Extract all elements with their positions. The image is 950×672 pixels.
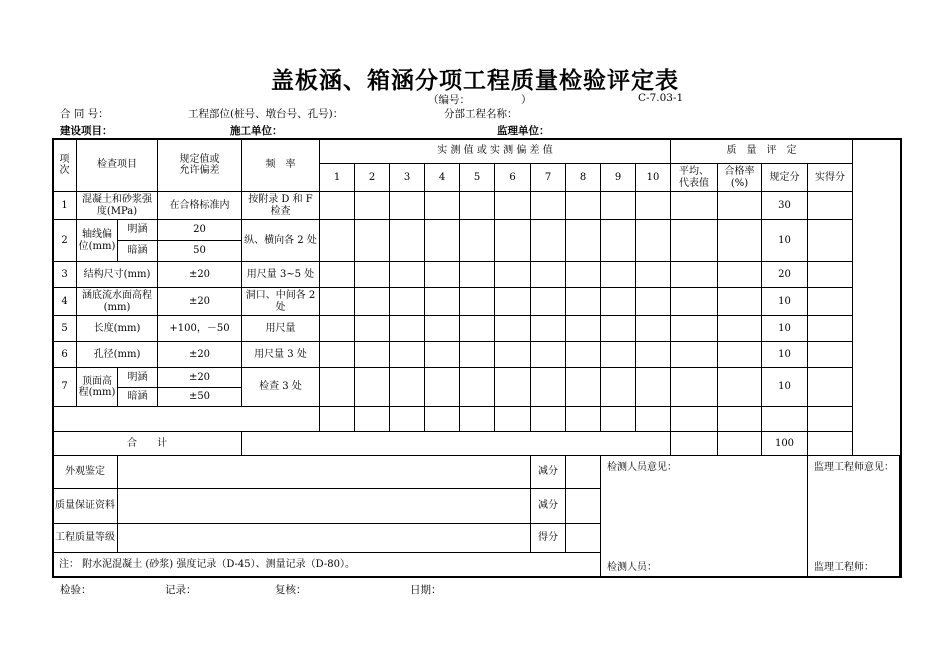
measure-cell[interactable] xyxy=(390,220,425,262)
appearance-row xyxy=(53,456,900,489)
measure-cell[interactable] xyxy=(390,368,425,407)
measure-cell[interactable] xyxy=(601,288,636,316)
table-row xyxy=(53,220,900,241)
header-check-item: 检查项目 xyxy=(77,139,158,192)
inspector-signature-label: 检测人员： xyxy=(607,561,657,573)
header-num-4: 4 xyxy=(425,164,460,192)
header-num-8: 8 xyxy=(566,164,601,192)
footer-review-label: 复核： xyxy=(275,584,307,596)
measure-cell[interactable] xyxy=(355,288,390,316)
row-subitem: 明涵 xyxy=(118,220,158,241)
pass-rate-cell[interactable] xyxy=(718,432,762,456)
row-item: 顶面高程(mm) xyxy=(77,368,118,407)
measure-cell[interactable] xyxy=(636,192,671,220)
appearance-label: 外观鉴定 xyxy=(53,456,118,489)
row-item: 混凝土和砂浆强度(MPa) xyxy=(77,192,158,220)
header-quality: 质 量 评 定 xyxy=(671,139,853,164)
measure-cell[interactable] xyxy=(460,288,495,316)
header-measured: 实 测 值 或 实 测 偏 差 值 xyxy=(320,139,671,164)
code-label: （编号： xyxy=(428,94,470,106)
row-frequency: 纵、横向各 2 处 xyxy=(242,220,320,262)
measure-cell[interactable] xyxy=(425,342,460,368)
row-spec: 20 xyxy=(158,220,242,241)
row-no: 6 xyxy=(53,342,77,368)
measure-cell[interactable] xyxy=(636,262,671,288)
header-pass-rate: 合格率 (%) xyxy=(718,164,762,192)
table-row xyxy=(53,192,900,220)
measure-cell[interactable] xyxy=(390,342,425,368)
header-item-no: 项 次 xyxy=(53,139,77,192)
total-label: 合 计 xyxy=(53,432,242,456)
supervisor-opinion-cell[interactable] xyxy=(808,456,900,577)
avg-cell[interactable] xyxy=(671,288,718,316)
avg-cell[interactable] xyxy=(671,192,718,220)
real-score-cell[interactable] xyxy=(808,342,853,368)
measure-cell[interactable] xyxy=(531,316,566,342)
measure-cell[interactable] xyxy=(355,220,390,262)
footer-record-label: 记录： xyxy=(165,584,197,596)
real-score-cell[interactable] xyxy=(808,407,853,432)
real-score-cell[interactable] xyxy=(808,368,853,407)
measure-cell[interactable] xyxy=(460,368,495,407)
total-score: 100 xyxy=(762,432,808,456)
row-subitem: 明涵 xyxy=(118,368,158,388)
header-frequency: 频 率 xyxy=(242,139,320,192)
row-subitem: 暗涵 xyxy=(118,241,158,262)
avg-cell[interactable] xyxy=(671,342,718,368)
row-no: 4 xyxy=(53,288,77,316)
avg-cell[interactable] xyxy=(671,432,718,456)
measure-cell[interactable] xyxy=(425,262,460,288)
measure-cell[interactable] xyxy=(320,288,355,316)
row-item: 孔径(mm) xyxy=(77,342,158,368)
row-frequency: 检查 3 处 xyxy=(242,368,320,407)
row-spec: +100，－50 xyxy=(158,316,242,342)
measure-cell[interactable] xyxy=(601,342,636,368)
row-spec: ±50 xyxy=(158,388,242,407)
header-num-2: 2 xyxy=(355,164,390,192)
pass-rate-cell[interactable] xyxy=(718,288,762,316)
real-score-cell[interactable] xyxy=(808,288,853,316)
measure-cell[interactable] xyxy=(636,220,671,262)
measure-cell[interactable] xyxy=(355,368,390,407)
deduct-value[interactable] xyxy=(566,456,601,489)
inspector-opinion-label: 检测人员意见： xyxy=(607,462,677,473)
measure-cell[interactable] xyxy=(636,288,671,316)
row-no: 2 xyxy=(53,220,77,262)
table-row xyxy=(53,407,900,432)
row-no: 7 xyxy=(53,368,77,407)
header-real-score: 实得分 xyxy=(808,164,853,192)
header-num-5: 5 xyxy=(460,164,495,192)
total-row xyxy=(53,432,900,456)
deduct-label: 减分 xyxy=(531,489,566,524)
measure-cell[interactable] xyxy=(355,342,390,368)
measure-cell[interactable] xyxy=(495,368,531,407)
location-label: 工程部位(桩号、墩台号、孔号)： xyxy=(188,108,344,120)
row-std-score: 10 xyxy=(762,368,808,407)
measure-cell[interactable] xyxy=(425,368,460,407)
deduct-value[interactable] xyxy=(566,489,601,524)
row-item: 结构尺寸(mm) xyxy=(77,262,158,288)
header-num-7: 7 xyxy=(531,164,566,192)
sub-project-label: 分部工程名称： xyxy=(444,108,518,120)
row-item: 长度(mm) xyxy=(77,316,158,342)
inspection-table xyxy=(52,138,900,577)
row-item: 轴线偏位(mm) xyxy=(77,220,118,262)
real-score-cell[interactable] xyxy=(808,316,853,342)
contract-no-label: 合 同 号： xyxy=(60,108,109,120)
pass-rate-cell[interactable] xyxy=(718,407,762,432)
measure-cell[interactable] xyxy=(566,220,601,262)
header-num-10: 10 xyxy=(636,164,671,192)
page-title: 盖板涵、箱涵分项工程质量检验评定表 xyxy=(271,67,679,94)
measure-cell[interactable] xyxy=(495,220,531,262)
measure-cell[interactable] xyxy=(495,192,531,220)
measure-cell[interactable] xyxy=(320,368,355,407)
row-spec: ±20 xyxy=(158,342,242,368)
row-frequency: 按附录 D 和 F 检查 xyxy=(242,192,320,220)
measure-cell[interactable] xyxy=(531,407,566,432)
header-num-6: 6 xyxy=(495,164,531,192)
row-spec: ±20 xyxy=(158,262,242,288)
row-spec: 50 xyxy=(158,241,242,262)
pass-rate-cell[interactable] xyxy=(718,262,762,288)
row-spec: 在合格标准内 xyxy=(158,192,242,220)
row-std-score: 30 xyxy=(762,192,808,220)
row-no: 3 xyxy=(53,262,77,288)
measure-cell[interactable] xyxy=(495,316,531,342)
header-num-1: 1 xyxy=(320,164,355,192)
measure-cell[interactable] xyxy=(495,407,531,432)
header-std-score: 规定分 xyxy=(762,164,808,192)
measure-cell[interactable] xyxy=(495,342,531,368)
measure-cell[interactable] xyxy=(566,368,601,407)
measure-cell[interactable] xyxy=(531,342,566,368)
measure-cell[interactable] xyxy=(566,288,601,316)
real-score-cell[interactable] xyxy=(808,220,853,262)
measure-cell[interactable] xyxy=(601,316,636,342)
measure-cell[interactable] xyxy=(601,220,636,262)
measure-cell[interactable] xyxy=(390,316,425,342)
measure-cell[interactable] xyxy=(636,407,671,432)
measure-cell[interactable] xyxy=(355,262,390,288)
real-score-cell[interactable] xyxy=(808,432,853,456)
deduct-label: 减分 xyxy=(531,456,566,489)
measure-cell[interactable] xyxy=(531,192,566,220)
footer-check-label: 检验： xyxy=(60,584,92,596)
measure-cell[interactable] xyxy=(425,192,460,220)
row-item: 涵底流水面高程(mm) xyxy=(77,288,158,316)
avg-cell[interactable] xyxy=(671,262,718,288)
code-close: ） xyxy=(521,94,532,106)
grade-value[interactable] xyxy=(118,524,531,553)
measure-cell[interactable] xyxy=(320,262,355,288)
measure-cell[interactable] xyxy=(566,316,601,342)
measure-cell[interactable] xyxy=(390,288,425,316)
real-score-cell[interactable] xyxy=(808,192,853,220)
row-frequency: 洞口、中间各 2 处 xyxy=(242,288,320,316)
supervisor-signature-label: 监理工程师： xyxy=(814,561,874,573)
gain-value[interactable] xyxy=(566,524,601,553)
row-std-score: 10 xyxy=(762,288,808,316)
measure-cell[interactable] xyxy=(566,262,601,288)
measure-cell[interactable] xyxy=(601,407,636,432)
avg-cell[interactable] xyxy=(671,407,718,432)
measure-cell[interactable] xyxy=(566,192,601,220)
std-score-cell[interactable] xyxy=(762,407,808,432)
measure-cell[interactable] xyxy=(425,407,460,432)
measure-cell[interactable] xyxy=(601,192,636,220)
table-row xyxy=(53,368,900,388)
measure-cell[interactable] xyxy=(601,262,636,288)
table-row xyxy=(53,316,900,342)
grade-label: 工程质量等级 xyxy=(53,524,118,553)
table-row xyxy=(53,342,900,368)
note: 注： 附水泥混凝土 (砂浆) 强度记录（D-45）、测量记录（D-80）。 xyxy=(53,553,601,577)
measure-cell[interactable] xyxy=(390,192,425,220)
measure-cell[interactable] xyxy=(636,342,671,368)
row-spec: ±20 xyxy=(158,368,242,388)
real-score-cell[interactable] xyxy=(808,262,853,288)
measure-cell[interactable] xyxy=(425,220,460,262)
row-std-score: 20 xyxy=(762,262,808,288)
measure-cell[interactable] xyxy=(531,288,566,316)
row-std-score: 10 xyxy=(762,316,808,342)
avg-cell[interactable] xyxy=(671,220,718,262)
form-code: C-7.03-1 xyxy=(638,92,684,104)
measure-cell[interactable] xyxy=(460,262,495,288)
measure-cell[interactable] xyxy=(460,407,495,432)
row-no: 5 xyxy=(53,316,77,342)
supervisor-opinion-label: 监理工程师意见： xyxy=(814,462,894,473)
appearance-value[interactable] xyxy=(118,456,531,489)
inspector-opinion-cell[interactable] xyxy=(601,456,808,577)
footer-date-label: 日期： xyxy=(410,584,442,596)
avg-cell[interactable] xyxy=(671,368,718,407)
measure-cell[interactable] xyxy=(355,192,390,220)
qa-docs-value[interactable] xyxy=(118,489,531,524)
measure-cell[interactable] xyxy=(566,342,601,368)
measure-cell[interactable] xyxy=(320,220,355,262)
measure-cell[interactable] xyxy=(390,262,425,288)
header-num-3: 3 xyxy=(390,164,425,192)
measure-cell[interactable] xyxy=(531,262,566,288)
measure-cell[interactable] xyxy=(460,342,495,368)
measure-cell[interactable] xyxy=(566,407,601,432)
row-std-score: 10 xyxy=(762,220,808,262)
measure-cell[interactable] xyxy=(636,316,671,342)
empty-cell[interactable] xyxy=(53,407,320,432)
measure-cell[interactable] xyxy=(425,288,460,316)
header-num-9: 9 xyxy=(601,164,636,192)
supervisor-unit-label: 监理单位： xyxy=(497,125,550,137)
row-subitem: 暗涵 xyxy=(118,388,158,407)
table-row xyxy=(53,262,900,288)
header-avg: 平均、 代表值 xyxy=(671,164,718,192)
measure-cell[interactable] xyxy=(601,368,636,407)
measure-cell[interactable] xyxy=(495,288,531,316)
qa-docs-label: 质量保证资料 xyxy=(53,489,118,524)
avg-cell[interactable] xyxy=(671,316,718,342)
pass-rate-cell[interactable] xyxy=(718,220,762,262)
table-row xyxy=(53,288,900,316)
measure-cell[interactable] xyxy=(636,368,671,407)
contractor-label: 施工单位： xyxy=(230,125,283,137)
measure-cell[interactable] xyxy=(531,220,566,262)
gain-label: 得分 xyxy=(531,524,566,553)
measure-cell[interactable] xyxy=(320,316,355,342)
measure-cell[interactable] xyxy=(320,407,355,432)
measure-cell[interactable] xyxy=(460,316,495,342)
row-frequency: 用尺量 xyxy=(242,316,320,342)
pass-rate-cell[interactable] xyxy=(718,316,762,342)
measure-cell[interactable] xyxy=(355,407,390,432)
measure-cell[interactable] xyxy=(320,192,355,220)
pass-rate-cell[interactable] xyxy=(718,192,762,220)
header-spec: 规定值或 允许偏差 xyxy=(158,139,242,192)
row-spec: ±20 xyxy=(158,288,242,316)
construction-project-label: 建设项目： xyxy=(60,125,113,137)
measure-cell[interactable] xyxy=(390,407,425,432)
measure-cell[interactable] xyxy=(460,192,495,220)
measure-cell[interactable] xyxy=(531,368,566,407)
measure-cell[interactable] xyxy=(320,342,355,368)
total-measure-cell[interactable] xyxy=(242,432,671,456)
row-frequency: 用尺量 3~5 处 xyxy=(242,262,320,288)
measure-cell[interactable] xyxy=(425,316,460,342)
measure-cell[interactable] xyxy=(495,262,531,288)
row-no: 1 xyxy=(53,192,77,220)
row-frequency: 用尺量 3 处 xyxy=(242,342,320,368)
pass-rate-cell[interactable] xyxy=(718,342,762,368)
pass-rate-cell[interactable] xyxy=(718,368,762,407)
row-std-score: 10 xyxy=(762,342,808,368)
measure-cell[interactable] xyxy=(355,316,390,342)
measure-cell[interactable] xyxy=(460,220,495,262)
